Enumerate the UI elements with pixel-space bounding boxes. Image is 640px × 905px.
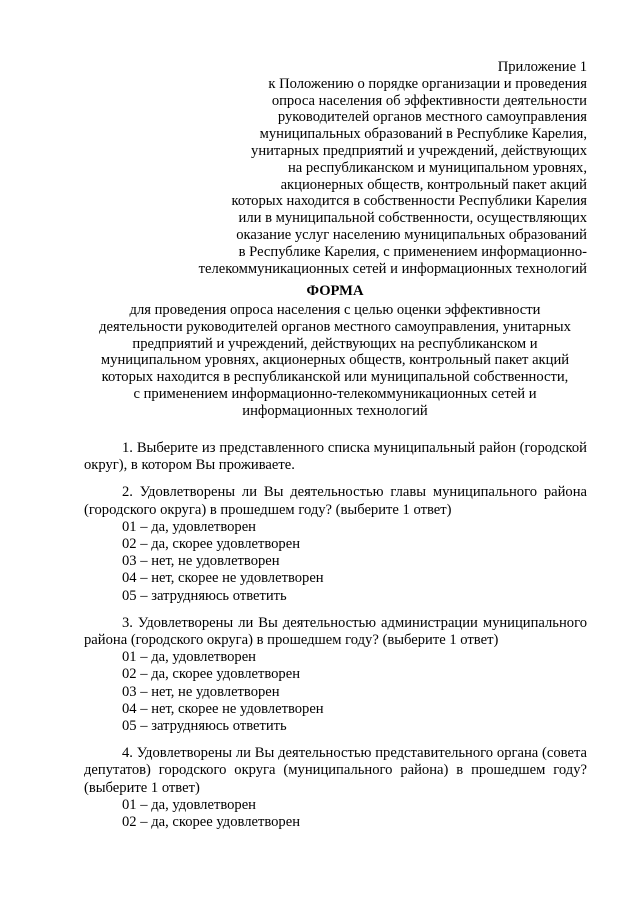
answer-option: 02 – да, скорее удовлетворен [122, 814, 301, 831]
subtitle-line: муниципальном уровнях, акционерных обществ, контрольный пакет акций [100, 352, 570, 369]
question-text: 3. Удовлетворены ли Вы деятельностью администрации муниципального района (городского округа) в прошедшем году? (выберите 1 ответ) [84, 614, 587, 649]
appendix-line: телекоммуникационных сетей и информационных технологий [198, 260, 587, 277]
appendix-line: руководителей органов местного самоуправления [277, 109, 587, 126]
question-text: 2. Удовлетворены ли Вы деятельностью главы муниципального района (городского округа) в прошедшем году? (выберите 1 ответ) [84, 484, 587, 518]
answer-options [84, 797, 587, 831]
answer-options [84, 519, 587, 605]
questions-list [84, 440, 587, 841]
answer-option: 05 – затрудняюсь ответить [122, 587, 287, 604]
appendix-line: на республиканском и муниципальном уровнях, [287, 159, 587, 176]
appendix-line: акционерных обществ, контрольный пакет акций [280, 176, 587, 193]
answer-option: 04 – нет, скорее не удовлетворен [122, 570, 324, 587]
subtitle-line: которых находится в республиканской или муниципальной собственности, [101, 369, 569, 386]
answer-option: 03 – нет, не удовлетворен [122, 683, 280, 700]
appendix-header [180, 59, 587, 277]
appendix-line: Приложение 1 [497, 59, 587, 75]
subtitle-line: предприятий и учреждений, действующих на республиканском и [132, 335, 538, 352]
question-3 [84, 615, 587, 735]
appendix-line: муниципальных образований в Республике Карелия, [259, 126, 587, 143]
answer-option: 01 – да, удовлетворен [122, 649, 256, 666]
answer-option: 01 – да, удовлетворен [122, 518, 256, 535]
subtitle-line: деятельности руководителей органов местного самоуправления, унитарных [99, 318, 571, 335]
appendix-line: которых находится в собственности Республики Карелия [231, 193, 587, 210]
form-subtitle [80, 302, 590, 420]
form-title: ФОРМА [306, 283, 364, 299]
answer-option: 04 – нет, скорее не удовлетворен [122, 700, 324, 717]
answer-options [84, 649, 587, 735]
appendix-line: к Положению о порядке организации и проведения [268, 75, 587, 92]
appendix-line: оказание услуг населению муниципальных образований [236, 226, 587, 243]
question-4 [84, 745, 587, 831]
subtitle-line: с применением информационно-телекоммуникационных сетей и [133, 385, 537, 402]
answer-option: 03 – нет, не удовлетворен [122, 553, 280, 570]
answer-option: 02 – да, скорее удовлетворен [122, 666, 301, 683]
subtitle-line: для проведения опроса населения с целью оценки эффективности [129, 302, 541, 318]
appendix-line: опроса населения об эффективности деятельности [271, 92, 587, 109]
answer-option: 05 – затрудняюсь ответить [122, 718, 287, 735]
appendix-line: или в муниципальной собственности, осуществляющих [238, 210, 587, 227]
question-text: 4. Удовлетворены ли Вы деятельностью представительного органа (совета депутатов) городского округа (муниципального района) в прошедшем году? (выберите 1 ответ) [84, 745, 587, 796]
subtitle-line: информационных технологий [242, 402, 428, 419]
appendix-line: унитарных предприятий и учреждений, действующих [251, 142, 587, 159]
question-1 [84, 440, 587, 474]
appendix-line: в Республике Карелия, с применением информационно- [238, 243, 587, 260]
question-2 [84, 484, 587, 604]
question-text: 1. Выберите из представленного списка муниципальный район (городской округ), в котором Вы проживаете. [84, 440, 587, 474]
answer-option: 02 – да, скорее удовлетворен [122, 536, 301, 553]
answer-option: 01 – да, удовлетворен [122, 796, 256, 813]
